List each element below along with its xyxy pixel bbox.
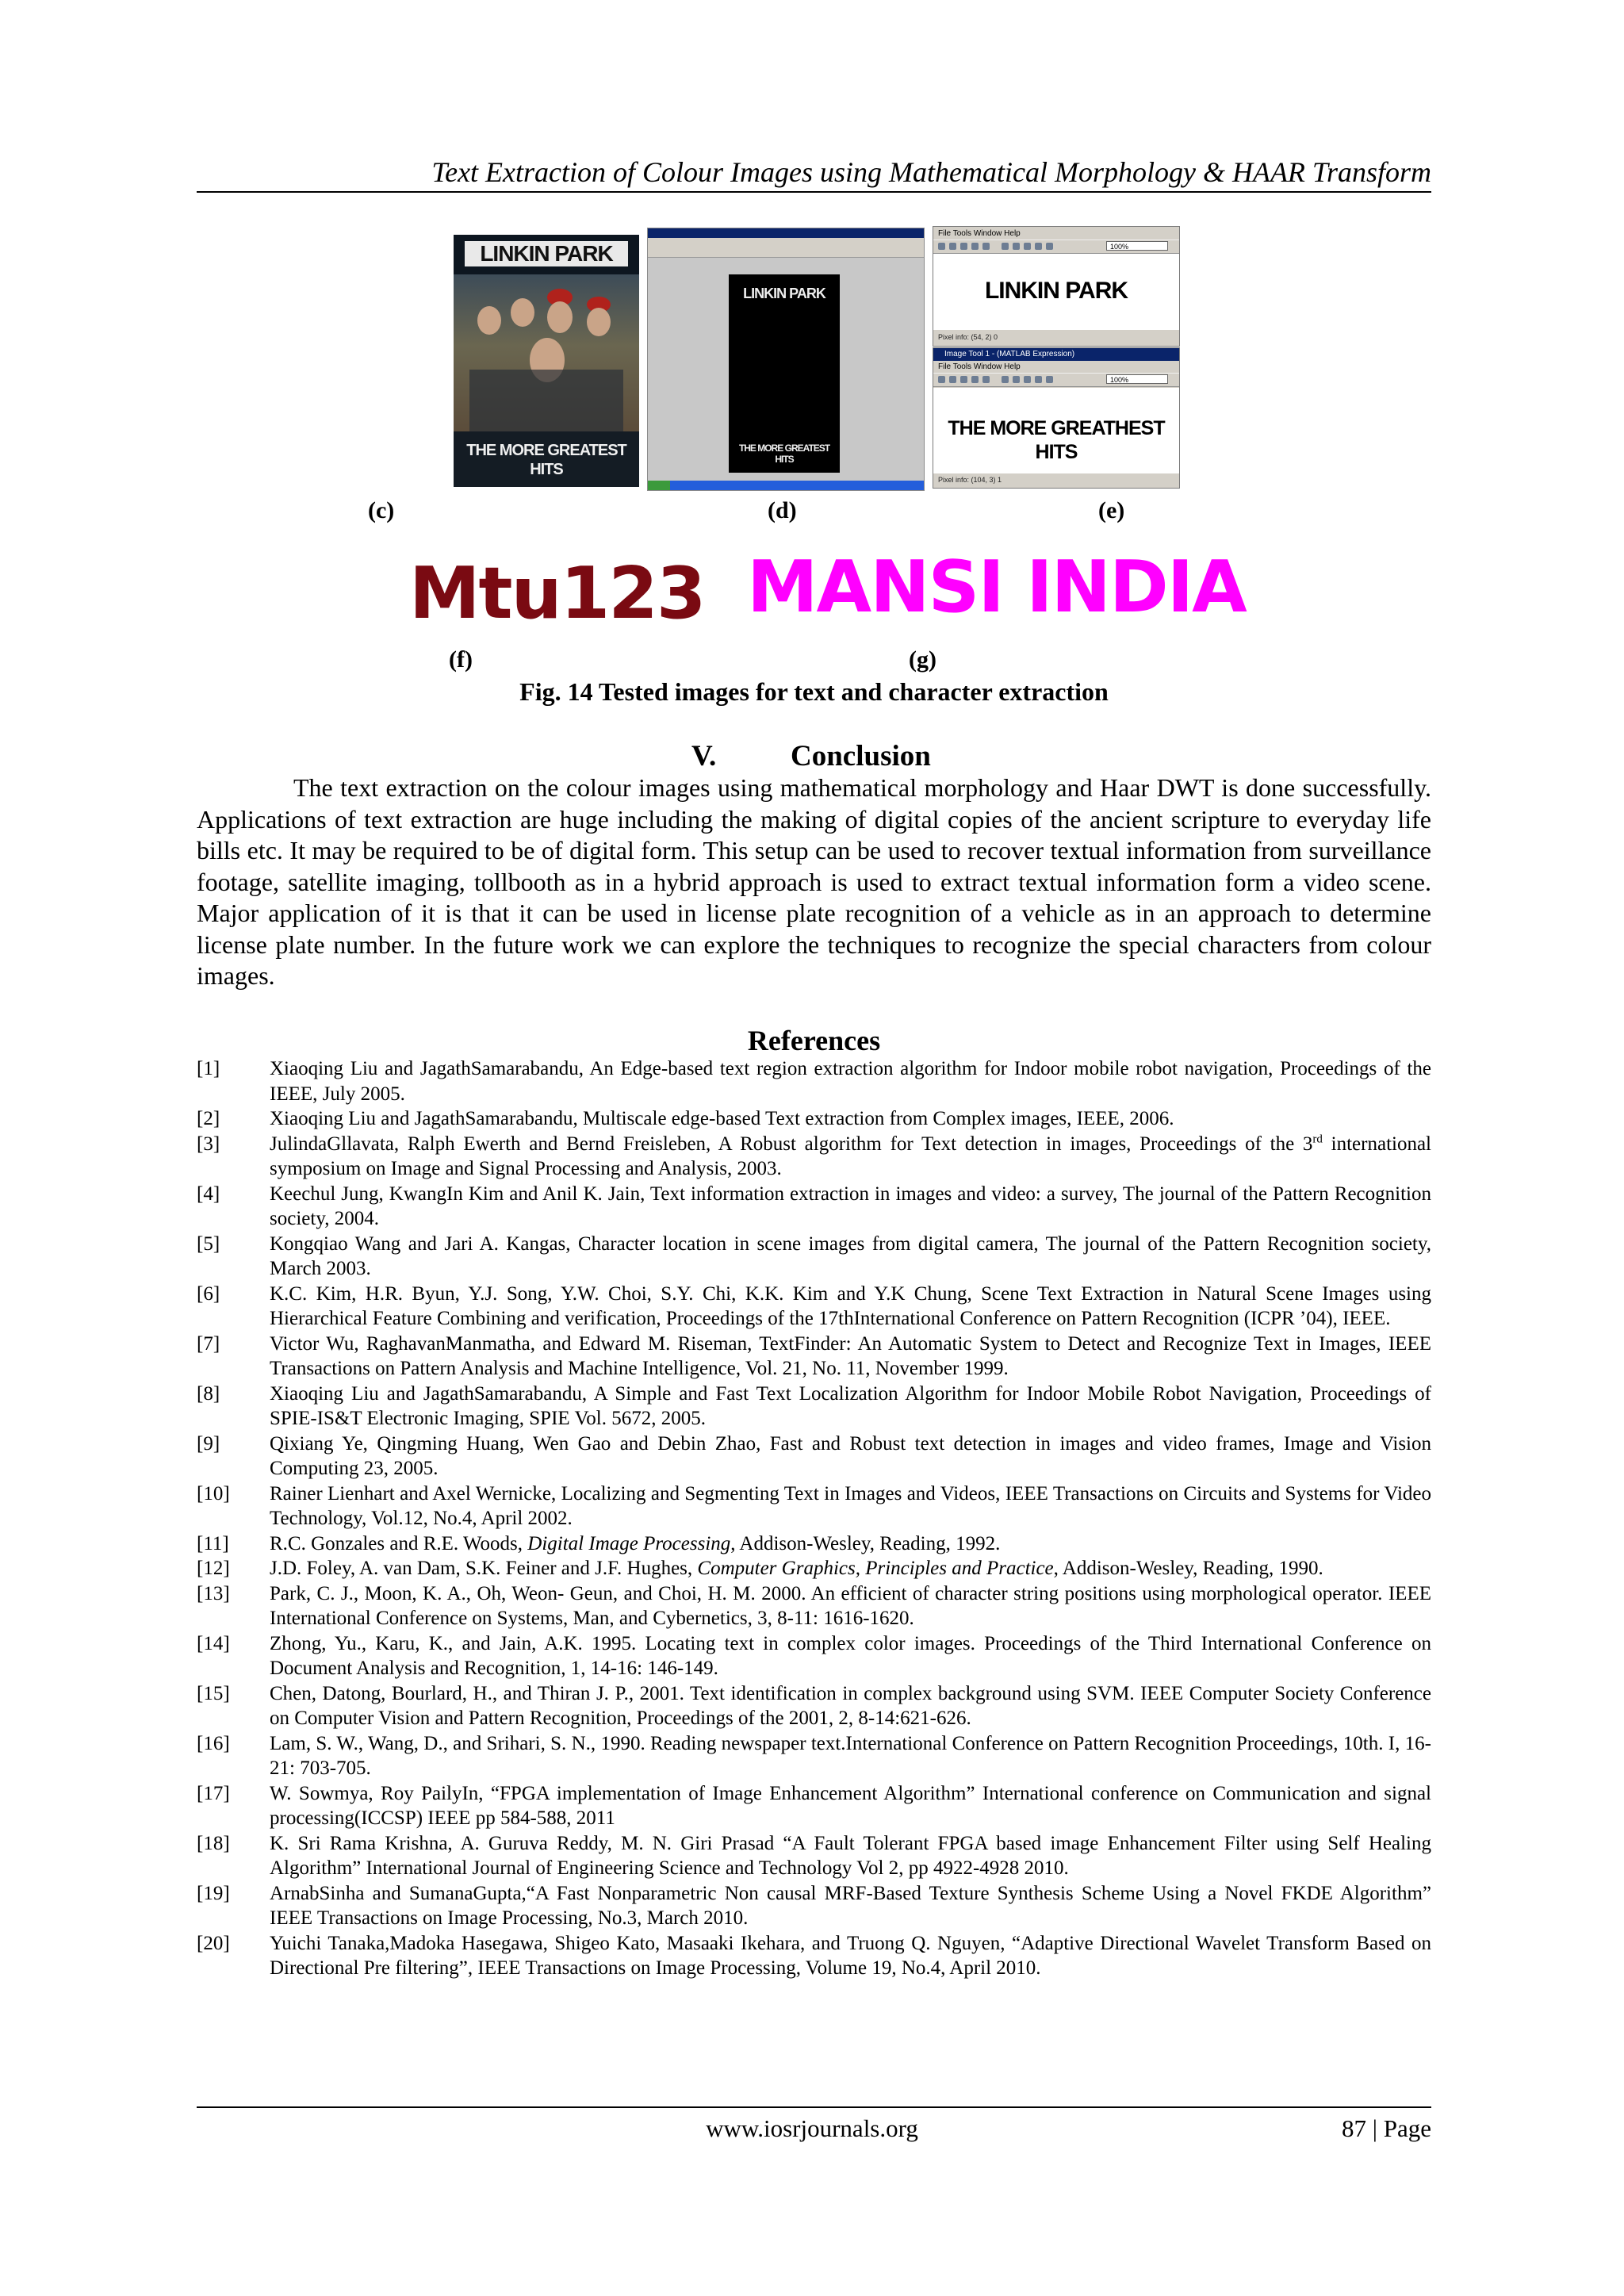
window-menu: File Tools Window Help bbox=[938, 362, 1021, 371]
figure-image-e-window-2 bbox=[933, 347, 1180, 489]
figure-image-e-window-1 bbox=[933, 226, 1180, 347]
reference-list bbox=[197, 1056, 1431, 1981]
reference-item: [4] Keechul Jung, KwangIn Kim and Anil K. Jain, Text information extraction in images and video: a survey, The journal of the Pattern Recognition society, 2004. bbox=[197, 1182, 1431, 1229]
window-toolbar bbox=[933, 373, 1179, 387]
figure-image-g-text: MANSI INDIA bbox=[747, 546, 1246, 629]
references-title: References bbox=[747, 1025, 881, 1056]
reference-item: [5] Kongqiao Wang and Jari A. Kangas, Character location in scene images from digital camera, The journal of the Pattern Recognition society, March 2003. bbox=[197, 1232, 1431, 1279]
conclusion-paragraph bbox=[197, 772, 1431, 992]
footer-url: www.iosrjournals.org bbox=[706, 2114, 918, 2142]
running-header: Text Extraction of Colour Images using Mathematical Morphology & HAAR Transform bbox=[431, 156, 1431, 188]
reference-item: [8] Xiaoqing Liu and JagathSamarabandu, A Simple and Fast Text Localization Algorithm for Indoor Mobile Robot Navigation, Proceedings of SPIE-IS&T Electronic Imaging, SPIE Vol. 5672, 2005. bbox=[197, 1382, 1431, 1429]
window-toolbar bbox=[933, 240, 1179, 254]
reference-item: [1] Xiaoqing Liu and JagathSamarabandu, An Edge-based text region extraction algorithm for Indoor mobile robot navigation, Proceedings of the IEEE, July 2005. bbox=[197, 1058, 1431, 1105]
figure-caption: Fig. 14 Tested images for text and character extraction bbox=[519, 677, 1109, 706]
reference-item: [12] J.D. Foley, A. van Dam, S.K. Feiner and J.F. Hughes, Computer Graphics, Principles and Practice, Addison-Wesley, Reading, 1990. bbox=[197, 1558, 1323, 1579]
reference-item: [6] K.C. Kim, H.R. Byun, Y.J. Song, Y.W. Choi, S.Y. Chi, K.K. Kim and Y.K Chung, Scene Text Extraction in Natural Scene Images using Hierarchical Feature Combining and verification, Proceedings of the 17thInternational Conference on Pattern Recognition (ICPR ’04), IEEE. bbox=[197, 1282, 1431, 1329]
figure-label-e: (e) bbox=[1098, 497, 1125, 523]
reference-item: [20] Yuichi Tanaka,Madoka Hasegawa, Shigeo Kato, Masaaki Ikehara, and Truong Q. Nguyen, “Adaptive Directional Wavelet Transform Based on Directional Pre filtering”, IEEE Transactions on Image Processing, Volume 19, No.4, April 2010. bbox=[197, 1932, 1431, 1979]
figure-label-c: (c) bbox=[368, 497, 395, 523]
reference-item: [15] Chen, Datong, Bourlard, H., and Thiran J. P., 2001. Text identification in complex background using SVM. IEEE Computer Society Conference on Computer Vision and Pattern Recognition, Proceedings of the 2001, 2, 8-14:621-626. bbox=[197, 1682, 1431, 1729]
grayscale-album-image bbox=[729, 274, 840, 473]
footer-rule bbox=[197, 2106, 1431, 2108]
reference-item: [19] ArnabSinha and SumanaGupta,“A Fast Nonparametric Non causal MRF-Based Texture Synthesis Scheme Using a Novel FKDE Algorithm” IEEE Transactions on Image Processing, No.3, March 2010. bbox=[197, 1882, 1431, 1929]
album-logo-text: LINKIN PARK bbox=[465, 241, 628, 266]
binary-image-canvas bbox=[933, 254, 1179, 330]
reference-item: [16] Lam, S. W., Wang, D., and Srihari, S. N., 1990. Reading newspaper text.International Conference on Pattern Recognition Proceedings, 10th. I, 16-21: 703-705. bbox=[197, 1732, 1431, 1779]
grayscale-logo-text: LINKIN PARK bbox=[743, 286, 825, 301]
reference-item: [17] W. Sowmya, Roy PailyIn, “FPGA implementation of Image Enhancement Algorithm” International conference on Communication and signal processing(ICCSP) IEEE pp 584-588, 2011 bbox=[197, 1782, 1431, 1829]
figure-label-f: (f) bbox=[449, 646, 473, 673]
band-photo bbox=[454, 274, 639, 433]
reference-item: [11] R.C. Gonzales and R.E. Woods, Digital Image Processing, Addison-Wesley, Reading, 1992. bbox=[197, 1532, 1001, 1554]
reference-item: [9] Qixiang Ye, Qingming Huang, Wen Gao and Debin Zhao, Fast and Robust text detection in images and video frames, Image and Vision Computing 23, 2005. bbox=[197, 1432, 1431, 1479]
extracted-text-subtitle: THE MORE GREATHEST HITS bbox=[948, 417, 1165, 463]
reference-item: [7] Victor Wu, RaghavanManmatha, and Edward M. Riseman, TextFinder: An Automatic System to Detect and Recognize Text in Images, IEEE Transactions on Pattern Analysis and Machine Intelligence, Vol. 21, No. 11, November 1999. bbox=[197, 1332, 1431, 1379]
section-title: Conclusion bbox=[791, 740, 931, 772]
window-menu: File Tools Window Help bbox=[938, 229, 1021, 238]
section-number: V. bbox=[691, 740, 717, 772]
reference-item: [10] Rainer Lienhart and Axel Wernicke, Localizing and Segmenting Text in Images and Videos, IEEE Transactions on Circuits and Systems for Video Technology, Vol.12, No.4, April 2002. bbox=[197, 1482, 1431, 1529]
reference-item: [13] Park, C. J., Moon, K. A., Oh, Weon- Geun, and Choi, H. M. 2000. An efficient of character string positions using morphological operator. IEEE International Conference on Systems, Man, and Cybernetics, 3, 8-11: 1616-1620. bbox=[197, 1582, 1431, 1629]
header-rule bbox=[197, 191, 1431, 193]
figure-image-c bbox=[454, 235, 639, 487]
pixel-info: Pixel info: (104, 3) 1 bbox=[938, 476, 1002, 484]
figure-label-d: (d) bbox=[768, 497, 797, 523]
reference-item: [14] Zhong, Yu., Karu, K., and Jain, A.K. 1995. Locating text in complex color images. Proceedings of the Third International Conference on Document Analysis and Recognition, 1, 14-16: 146-149. bbox=[197, 1632, 1431, 1679]
conclusion-text: The text extraction on the colour images using mathematical morphology and Haar DWT is done successfully. Applications of text extraction are huge including the making of digital copies of the ancient scripture to everyday life bills etc. It may be required to be of digital form. This setup can be used to recover textual information from surveillance footage, satellite imaging, tollbooth as in a hybrid approach is used to extract textual information form a video scene. Major application of it is that it can be used in license plate recognition of a vehicle as in an approach to determine license plate number. In the future work we can explore the techniques to recognize the special characters from colour images. bbox=[197, 773, 1431, 990]
pixel-info: Pixel info: (54, 2) 0 bbox=[938, 333, 998, 341]
figure-label-g: (g) bbox=[909, 646, 936, 673]
zoom-select: 100% bbox=[1106, 241, 1168, 251]
zoom-select: 100% bbox=[1106, 374, 1168, 384]
reference-item: [18] K. Sri Rama Krishna, A. Guruva Reddy, M. N. Giri Prasad “A Fault Tolerant FPGA based image Enhancement Filter using Self Healing Algorithm” International Journal of Engineering Science and Technology Vol 2, pp 4922-4928 2010. bbox=[197, 1832, 1431, 1879]
reference-item: [3] JulindaGllavata, Ralph Ewerth and Bernd Freisleben, A Robust algorithm for Text detection in images, Proceedings of the 3rd international symposium on Image and Signal Processing and Analysis, 2003. bbox=[197, 1133, 1431, 1179]
figure-image-f-text: Mtu123 bbox=[409, 552, 705, 635]
page-number: 87 | Page bbox=[1342, 2114, 1431, 2142]
reference-item: [2] Xiaoqing Liu and JagathSamarabandu, Multiscale edge-based Text extraction from Complex images, IEEE, 2006. bbox=[197, 1108, 1174, 1129]
window-title: Image Tool 1 - (MATLAB Expression) bbox=[933, 348, 1179, 361]
extracted-text-logo: LINKIN PARK bbox=[984, 278, 1128, 304]
figure-image-d bbox=[647, 228, 925, 491]
album-subtitle-text: THE MORE GREATEST HITS bbox=[466, 442, 626, 478]
binary-image-canvas bbox=[933, 388, 1179, 473]
grayscale-subtitle-text: THE MORE GREATEST HITS bbox=[738, 443, 830, 465]
